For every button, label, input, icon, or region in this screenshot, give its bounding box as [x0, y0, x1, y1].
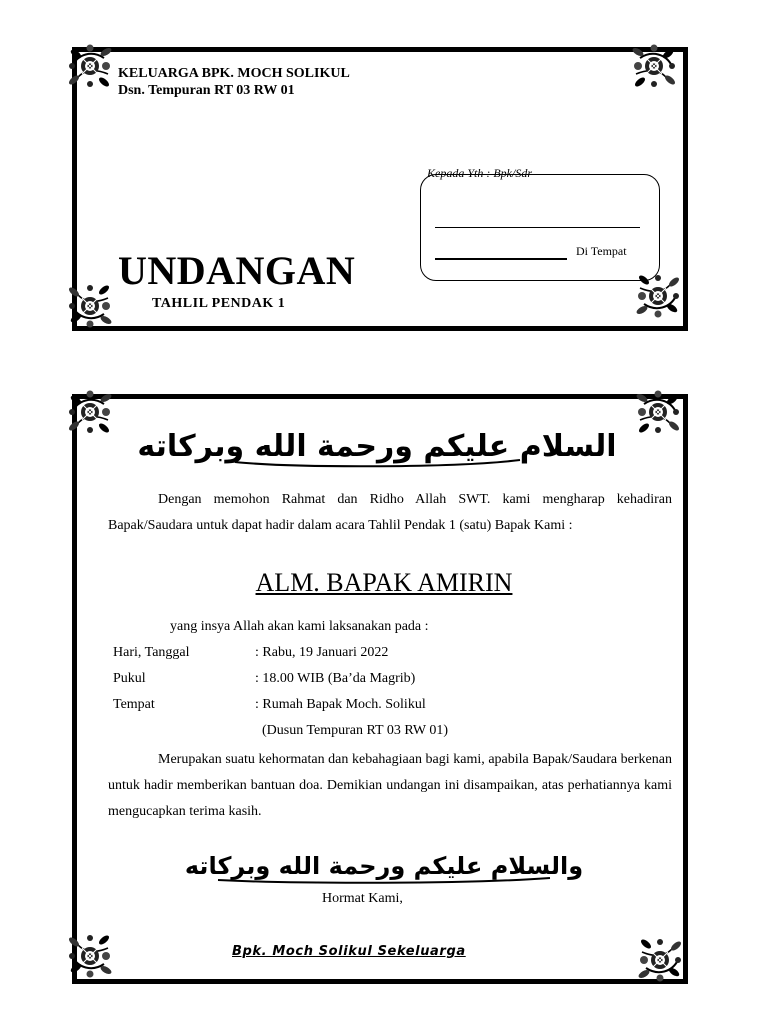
- recipient-line: [435, 258, 567, 260]
- salam-calligraphy-icon: [184, 838, 584, 886]
- floral-corner-icon: [632, 386, 684, 438]
- signature: Bpk. Moch Solikul Sekeluarga: [232, 944, 466, 959]
- detail-label: Hari, Tanggal: [113, 645, 190, 660]
- floral-corner-icon: [628, 40, 680, 92]
- floral-corner-icon: [64, 386, 116, 438]
- schedule-lead: yang insya Allah akan kami laksanakan pada :: [170, 619, 429, 634]
- svg-text:السلام عليكم ورحمة الله وبركات: السلام عليكم ورحمة الله وبركاته: [137, 429, 617, 464]
- detail-value: : Rumah Bapak Moch. Solikul: [255, 697, 426, 712]
- detail-value: : Rabu, 19 Januari 2022: [255, 645, 389, 660]
- svg-text:والسلام عليكم ورحمة الله وبركا: والسلام عليكم ورحمة الله وبركاته: [184, 852, 584, 880]
- floral-corner-icon: [64, 40, 116, 92]
- floral-corner-icon: [64, 930, 116, 982]
- recipient-suffix: Di Tempat: [576, 244, 627, 258]
- floral-corner-icon: [64, 280, 116, 332]
- place-detail: (Dusun Tempuran RT 03 RW 01): [262, 723, 449, 738]
- deceased-name: ALM. BAPAK AMIRIN: [255, 568, 513, 597]
- invitation-subtitle: TAHLIL PENDAK 1: [152, 296, 286, 311]
- closing-paragraph: Merupakan suatu kehormatan dan kebahagiaan bagi kami, apabila Bapak/Saudara berkenan untuk hadir memberikan bantuan doa. Demikian undangan ini disampaikan, atas perhatiannya kami mengucapkan terima kasih.: [108, 752, 672, 819]
- detail-label: Tempat: [113, 697, 155, 712]
- regards: Hormat Kami,: [322, 891, 403, 906]
- family-name: KELUARGA BPK. MOCH SOLIKUL: [118, 66, 350, 81]
- floral-corner-icon: [634, 934, 686, 986]
- invitation-title: UNDANGAN: [118, 248, 356, 293]
- salam-calligraphy-icon: [137, 404, 617, 474]
- opening-paragraph: Dengan memohon Rahmat dan Ridho Allah SWT. kami mengharap kehadiran Bapak/Saudara untuk dapat hadir dalam acara Tahlil Pendak 1 (satu) Bapak Kami :: [108, 492, 672, 533]
- detail-value: : 18.00 WIB (Ba’da Magrib): [255, 671, 416, 686]
- recipient-line: [435, 227, 640, 228]
- recipient-label: Kepada Yth : Bpk/Sdr: [427, 166, 532, 180]
- detail-label: Pukul: [113, 671, 146, 686]
- family-address: Dsn. Tempuran RT 03 RW 01: [118, 83, 295, 98]
